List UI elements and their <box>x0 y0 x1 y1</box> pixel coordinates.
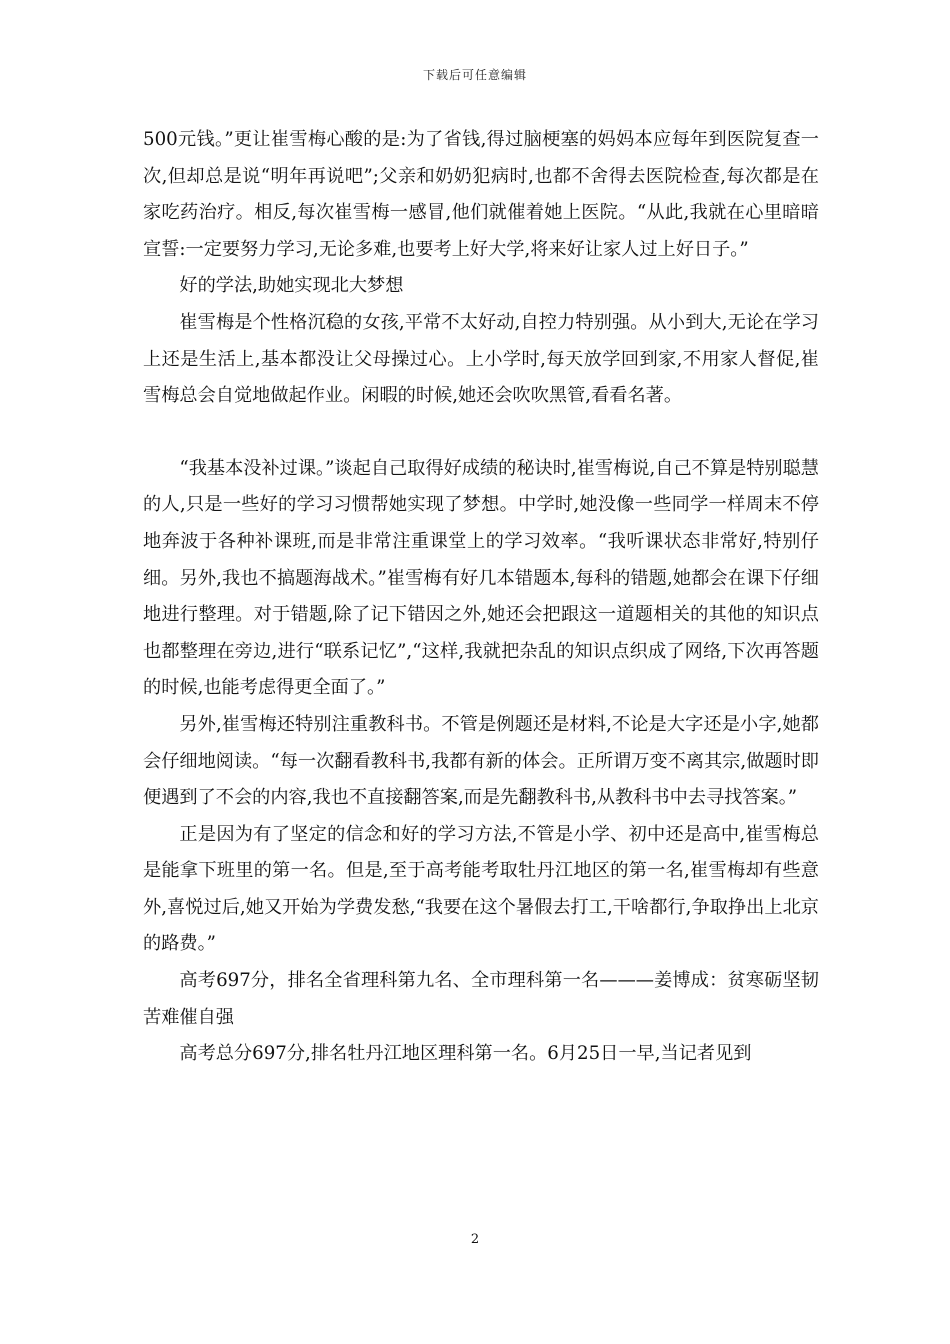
paragraph: 正是因为有了坚定的信念和好的学习方法,不管是小学、初中还是高中,崔雪梅总是能拿下班里的第一名。但是,至于高考能考取牡丹江地区的第一名,崔雪梅却有些意外,喜悦过后,她又开始为学费发愁,“我要在这个暑假去打工,干啥都行,争取挣出上北京的路费。” <box>143 823 819 955</box>
paragraph: 另外,崔雪梅还特别注重教科书。不管是例题还是材料,不论是大字还是小字,她都会仔细地阅读。“每一次翻看教科书,我都有新的体会。正所谓万变不离其宗,做题时即便遇到了不会的内容,我也不直接翻答案,而是先翻教科书,从教科书中去寻找答案。” <box>143 713 819 809</box>
section-heading: 好的学法,助她实现北大梦想 <box>179 275 404 297</box>
paragraph: 崔雪梅是个性格沉稳的女孩,平常不太好动,自控力特别强。从小到大,无论在学习上还是生活上,基本都没让父母操过心。上小学时,每天放学回到家,不用家人督促,崔雪梅总会自觉地做起作业。闲暇的时候,她还会吹吹黑管,看看名著。 <box>143 311 819 407</box>
paragraph: 高考总分697分,排名牡丹江地区理科第一名。6月25日一早,当记者见到 <box>179 1043 752 1065</box>
paragraph: 500元钱。”更让崔雪梅心酸的是:为了省钱,得过脑梗塞的妈妈本应每年到医院复查一次,但却总是说“明年再说吧”;父亲和奶奶犯病时,也都不舍得去医院检查,每次都是在家吃药治疗。相反,每次崔雪梅一感冒,他们就催着她上医院。“从此,我就在心里暗暗宣誓:一定要努力学习,无论多难,也要考上好大学,将来好让家人过上好日子。” <box>143 129 819 260</box>
document-body <box>143 122 819 1073</box>
page-header: 下载后可任意编辑 <box>422 68 527 82</box>
page-number: 2 <box>470 1232 480 1247</box>
paragraph: “我基本没补过课。”谈起自己取得好成绩的秘诀时,崔雪梅说,自己不算是特别聪慧的人,只是一些好的学习习惯帮她实现了梦想。中学时,她没像一些同学一样周末不停地奔波于各种补课班,而是非常注重课堂上的学习效率。“我听课状态非常好,特别仔细。另外,我也不搞题海战术。”崔雪梅有好几本错题本,每科的错题,她都会在课下仔细地进行整理。对于错题,除了记下错因之外,她还会把跟这一道题相关的其他的知识点也都整理在旁边,进行“联系记忆”,“这样,我就把杂乱的知识点织成了网络,下次再答题的时候,也能考虑得更全面了。” <box>143 457 819 699</box>
section-heading: 高考697分，排名全省理科第九名、全市理科第一名———姜博成：贫寒砺坚韧苦难催自强 <box>143 970 819 1028</box>
